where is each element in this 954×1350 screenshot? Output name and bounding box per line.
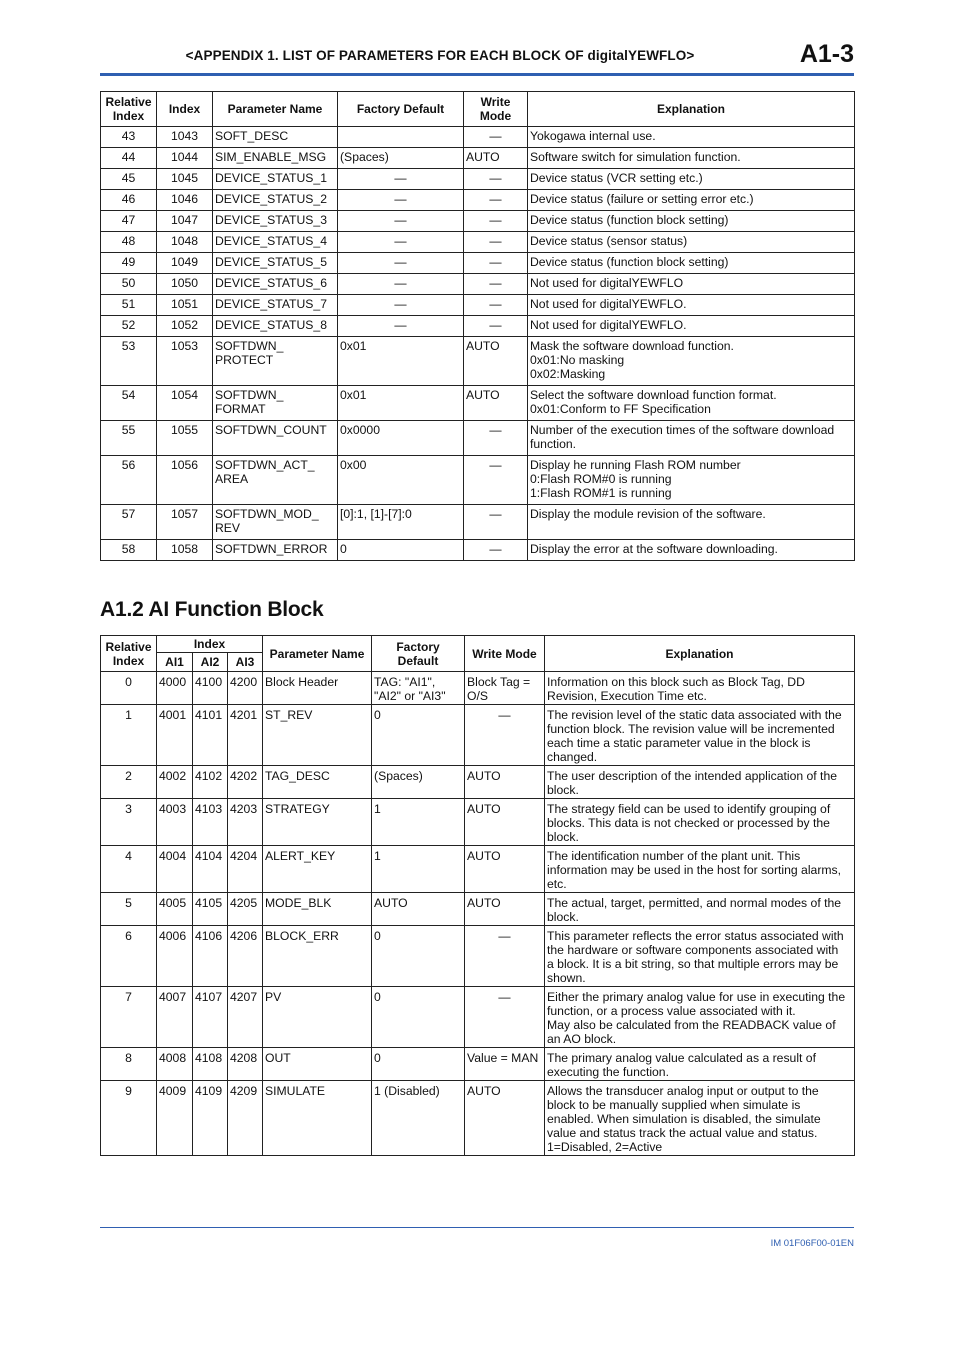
cell-index-ai2: 4102 xyxy=(193,766,228,799)
table-header-row xyxy=(101,92,855,127)
table-row xyxy=(101,799,855,846)
col-header-index: Index xyxy=(157,92,213,127)
cell-write-mode: AUTO xyxy=(464,148,528,169)
cell-index-ai2: 4108 xyxy=(193,1048,228,1081)
cell-write-mode: Value = MAN xyxy=(465,1048,545,1081)
cell-index-ai3: 4208 xyxy=(228,1048,263,1081)
cell-parameter-name: DEVICE_STATUS_2 xyxy=(213,190,338,211)
table-row xyxy=(101,211,855,232)
table-row xyxy=(101,505,855,540)
cell-explanation: Allows the transducer analog input or output to the block to be manually supplied when simulate is enabled. When simulation is disabled, the simulate value and status track the actual value and status. 1=Disabled, 2=Active xyxy=(545,1081,855,1156)
cell-index: 1047 xyxy=(157,211,213,232)
cell-index: 1050 xyxy=(157,274,213,295)
cell-parameter-name: ST_REV xyxy=(263,705,372,766)
cell-write-mode: AUTO xyxy=(464,386,528,421)
cell-factory-default: — xyxy=(338,295,464,316)
cell-write-mode: — xyxy=(465,926,545,987)
cell-factory-default: — xyxy=(338,253,464,274)
cell-parameter-name: SOFTDWN_MOD_ REV xyxy=(213,505,338,540)
cell-relative-index: 45 xyxy=(101,169,157,190)
cell-index-ai1: 4008 xyxy=(157,1048,193,1081)
cell-index: 1045 xyxy=(157,169,213,190)
cell-write-mode: AUTO xyxy=(465,766,545,799)
col-header-ai2: AI2 xyxy=(193,653,228,672)
cell-relative-index: 49 xyxy=(101,253,157,274)
cell-index: 1055 xyxy=(157,421,213,456)
table-row xyxy=(101,169,855,190)
cell-write-mode: AUTO xyxy=(465,799,545,846)
cell-write-mode: — xyxy=(464,540,528,561)
cell-relative-index: 46 xyxy=(101,190,157,211)
cell-explanation: Device status (sensor status) xyxy=(528,232,855,253)
col-header-parameter-name: Parameter Name xyxy=(213,92,338,127)
cell-factory-default: 0 xyxy=(372,705,465,766)
cell-factory-default: 1 xyxy=(372,799,465,846)
cell-parameter-name: SOFTDWN_ACT_ AREA xyxy=(213,456,338,505)
cell-index: 1057 xyxy=(157,505,213,540)
table-row xyxy=(101,705,855,766)
cell-explanation: Mask the software download function. 0x01:No masking 0x02:Masking xyxy=(528,337,855,386)
table-row xyxy=(101,295,855,316)
cell-index-ai2: 4104 xyxy=(193,846,228,893)
cell-explanation: Software switch for simulation function. xyxy=(528,148,855,169)
cell-explanation: Information on this block such as Block Tag, DD Revision, Execution Time etc. xyxy=(545,672,855,705)
col-header-write-mode: Write Mode xyxy=(464,92,528,127)
cell-factory-default: [0]:1, [1]-[7]:0 xyxy=(338,505,464,540)
cell-explanation: The primary analog value calculated as a result of executing the function. xyxy=(545,1048,855,1081)
cell-index-ai2: 4103 xyxy=(193,799,228,846)
cell-factory-default: — xyxy=(338,316,464,337)
ai-function-block-parameter-table xyxy=(100,635,855,1156)
cell-relative-index: 44 xyxy=(101,148,157,169)
cell-parameter-name: SIMULATE xyxy=(263,1081,372,1156)
cell-index: 1048 xyxy=(157,232,213,253)
table-row xyxy=(101,253,855,274)
cell-factory-default xyxy=(338,127,464,148)
table-row xyxy=(101,232,855,253)
cell-factory-default: (Spaces) xyxy=(338,148,464,169)
col-header-explanation: Explanation xyxy=(545,636,855,672)
table-row xyxy=(101,274,855,295)
table-row xyxy=(101,846,855,893)
cell-factory-default: 0 xyxy=(372,987,465,1048)
cell-parameter-name: DEVICE_STATUS_7 xyxy=(213,295,338,316)
cell-index-ai1: 4005 xyxy=(157,893,193,926)
table-row xyxy=(101,316,855,337)
cell-index: 1054 xyxy=(157,386,213,421)
cell-explanation: The identification number of the plant unit. This information may be used in the host for sorting alarms, etc. xyxy=(545,846,855,893)
cell-factory-default: 0x00 xyxy=(338,456,464,505)
table-row xyxy=(101,456,855,505)
cell-write-mode: — xyxy=(465,705,545,766)
cell-explanation: Not used for digitalYEWFLO xyxy=(528,274,855,295)
cell-explanation: The revision level of the static data associated with the function block. The revision value will be incremented each time a static parameter value in the block is changed. xyxy=(545,705,855,766)
cell-factory-default: 0x01 xyxy=(338,337,464,386)
cell-parameter-name: SOFTDWN_ERROR xyxy=(213,540,338,561)
cell-factory-default: 0 xyxy=(338,540,464,561)
cell-relative-index: 3 xyxy=(101,799,157,846)
cell-index-ai2: 4105 xyxy=(193,893,228,926)
document-id: IM 01F06F00-01EN xyxy=(770,1238,854,1249)
cell-explanation: The actual, target, permitted, and normal modes of the block. xyxy=(545,893,855,926)
col-header-ai3: AI3 xyxy=(228,653,263,672)
cell-write-mode: AUTO xyxy=(464,337,528,386)
cell-parameter-name: BLOCK_ERR xyxy=(263,926,372,987)
cell-index-ai1: 4003 xyxy=(157,799,193,846)
cell-factory-default: TAG: "AI1", "AI2" or "AI3" xyxy=(372,672,465,705)
cell-factory-default: 0 xyxy=(372,926,465,987)
cell-explanation: Not used for digitalYEWFLO. xyxy=(528,316,855,337)
cell-factory-default: (Spaces) xyxy=(372,766,465,799)
table-row xyxy=(101,421,855,456)
table-row xyxy=(101,893,855,926)
cell-index-ai2: 4100 xyxy=(193,672,228,705)
cell-write-mode: AUTO xyxy=(465,1081,545,1156)
cell-write-mode: — xyxy=(464,169,528,190)
cell-relative-index: 58 xyxy=(101,540,157,561)
cell-relative-index: 2 xyxy=(101,766,157,799)
cell-index-ai3: 4209 xyxy=(228,1081,263,1156)
col-header-factory-default: Factory Default xyxy=(372,636,465,672)
cell-index: 1058 xyxy=(157,540,213,561)
cell-index-ai2: 4109 xyxy=(193,1081,228,1156)
cell-explanation: Not used for digitalYEWFLO. xyxy=(528,295,855,316)
cell-factory-default: — xyxy=(338,211,464,232)
cell-write-mode: — xyxy=(464,190,528,211)
cell-relative-index: 9 xyxy=(101,1081,157,1156)
cell-index-ai1: 4007 xyxy=(157,987,193,1048)
cell-relative-index: 7 xyxy=(101,987,157,1048)
cell-factory-default: AUTO xyxy=(372,893,465,926)
cell-factory-default: — xyxy=(338,232,464,253)
col-header-explanation: Explanation xyxy=(528,92,855,127)
cell-index-ai3: 4206 xyxy=(228,926,263,987)
cell-index-ai3: 4202 xyxy=(228,766,263,799)
cell-relative-index: 55 xyxy=(101,421,157,456)
cell-relative-index: 8 xyxy=(101,1048,157,1081)
appendix-header-title: <APPENDIX 1. LIST OF PARAMETERS FOR EACH BLOCK OF digitalYEWFLO> xyxy=(185,48,695,63)
cell-explanation: Display the module revision of the software. xyxy=(528,505,855,540)
cell-index: 1043 xyxy=(157,127,213,148)
cell-explanation: This parameter reflects the error status associated with the hardware or software components associated with a block. It is a bit string, so that multiple errors may be shown. xyxy=(545,926,855,987)
cell-index-ai3: 4205 xyxy=(228,893,263,926)
cell-index: 1046 xyxy=(157,190,213,211)
cell-parameter-name: DEVICE_STATUS_8 xyxy=(213,316,338,337)
cell-index-ai3: 4200 xyxy=(228,672,263,705)
page-number: A1-3 xyxy=(799,40,854,68)
cell-relative-index: 43 xyxy=(101,127,157,148)
cell-explanation: Device status (VCR setting etc.) xyxy=(528,169,855,190)
col-header-relative-index: Relative Index xyxy=(101,92,157,127)
cell-index-ai3: 4204 xyxy=(228,846,263,893)
cell-relative-index: 6 xyxy=(101,926,157,987)
col-header-parameter-name: Parameter Name xyxy=(263,636,372,672)
cell-write-mode: — xyxy=(464,295,528,316)
cell-write-mode: — xyxy=(465,987,545,1048)
cell-relative-index: 57 xyxy=(101,505,157,540)
table-row xyxy=(101,1081,855,1156)
cell-parameter-name: SIM_ENABLE_MSG xyxy=(213,148,338,169)
cell-explanation: The strategy field can be used to identify grouping of blocks. This data is not checked or processed by the block. xyxy=(545,799,855,846)
cell-explanation: Either the primary analog value for use in executing the function, or a process value associated with it. May also be calculated from the READBACK value of an AO block. xyxy=(545,987,855,1048)
cell-explanation: The user description of the intended application of the block. xyxy=(545,766,855,799)
col-header-write-mode: Write Mode xyxy=(465,636,545,672)
cell-index-ai1: 4000 xyxy=(157,672,193,705)
cell-explanation: Number of the execution times of the software download function. xyxy=(528,421,855,456)
col-header-factory-default: Factory Default xyxy=(338,92,464,127)
cell-index-ai2: 4106 xyxy=(193,926,228,987)
cell-relative-index: 0 xyxy=(101,672,157,705)
cell-relative-index: 54 xyxy=(101,386,157,421)
cell-parameter-name: OUT xyxy=(263,1048,372,1081)
cell-relative-index: 1 xyxy=(101,705,157,766)
table-row xyxy=(101,386,855,421)
col-header-relative-index: Relative Index xyxy=(101,636,157,672)
cell-index-ai1: 4001 xyxy=(157,705,193,766)
cell-parameter-name: DEVICE_STATUS_3 xyxy=(213,211,338,232)
cell-factory-default: 1 (Disabled) xyxy=(372,1081,465,1156)
cell-parameter-name: DEVICE_STATUS_5 xyxy=(213,253,338,274)
cell-write-mode: — xyxy=(464,456,528,505)
table-row xyxy=(101,987,855,1048)
cell-parameter-name: DEVICE_STATUS_1 xyxy=(213,169,338,190)
cell-write-mode: — xyxy=(464,232,528,253)
cell-explanation: Yokogawa internal use. xyxy=(528,127,855,148)
cell-factory-default: 1 xyxy=(372,846,465,893)
resource-block-parameter-table xyxy=(100,91,855,561)
table-row xyxy=(101,148,855,169)
cell-relative-index: 5 xyxy=(101,893,157,926)
cell-explanation: Display the error at the software downloading. xyxy=(528,540,855,561)
table-row xyxy=(101,1048,855,1081)
cell-relative-index: 52 xyxy=(101,316,157,337)
table-row xyxy=(101,672,855,705)
cell-parameter-name: STRATEGY xyxy=(263,799,372,846)
table-row xyxy=(101,337,855,386)
table-row xyxy=(101,127,855,148)
cell-write-mode: AUTO xyxy=(465,893,545,926)
cell-write-mode: — xyxy=(464,316,528,337)
cell-index-ai3: 4207 xyxy=(228,987,263,1048)
cell-write-mode: AUTO xyxy=(465,846,545,893)
cell-write-mode: — xyxy=(464,505,528,540)
cell-factory-default: 0 xyxy=(372,1048,465,1081)
cell-index: 1052 xyxy=(157,316,213,337)
cell-index: 1049 xyxy=(157,253,213,274)
cell-relative-index: 53 xyxy=(101,337,157,386)
cell-index: 1044 xyxy=(157,148,213,169)
cell-factory-default: — xyxy=(338,190,464,211)
cell-write-mode: Block Tag = O/S xyxy=(465,672,545,705)
cell-index-ai2: 4101 xyxy=(193,705,228,766)
cell-index-ai2: 4107 xyxy=(193,987,228,1048)
cell-factory-default: 0x01 xyxy=(338,386,464,421)
cell-explanation: Display he running Flash ROM number 0:Flash ROM#0 is running 1:Flash ROM#1 is running xyxy=(528,456,855,505)
header-rule xyxy=(100,73,854,76)
cell-parameter-name: DEVICE_STATUS_6 xyxy=(213,274,338,295)
cell-relative-index: 51 xyxy=(101,295,157,316)
table-row xyxy=(101,540,855,561)
cell-factory-default: — xyxy=(338,274,464,295)
cell-parameter-name: ALERT_KEY xyxy=(263,846,372,893)
cell-index-ai1: 4009 xyxy=(157,1081,193,1156)
cell-explanation: Select the software download function format. 0x01:Conform to FF Specification xyxy=(528,386,855,421)
cell-factory-default: 0x0000 xyxy=(338,421,464,456)
cell-parameter-name: TAG_DESC xyxy=(263,766,372,799)
cell-parameter-name: MODE_BLK xyxy=(263,893,372,926)
cell-relative-index: 56 xyxy=(101,456,157,505)
cell-index-ai3: 4203 xyxy=(228,799,263,846)
table-row xyxy=(101,926,855,987)
cell-index: 1056 xyxy=(157,456,213,505)
section-title: A1.2 AI Function Block xyxy=(100,598,324,621)
cell-parameter-name: SOFTDWN_COUNT xyxy=(213,421,338,456)
cell-index-ai1: 4006 xyxy=(157,926,193,987)
table-row xyxy=(101,766,855,799)
cell-index: 1051 xyxy=(157,295,213,316)
cell-write-mode: — xyxy=(464,127,528,148)
cell-relative-index: 4 xyxy=(101,846,157,893)
cell-factory-default: — xyxy=(338,169,464,190)
col-header-index: Index xyxy=(157,636,263,653)
cell-write-mode: — xyxy=(464,211,528,232)
cell-relative-index: 47 xyxy=(101,211,157,232)
cell-index-ai1: 4004 xyxy=(157,846,193,893)
cell-relative-index: 50 xyxy=(101,274,157,295)
cell-relative-index: 48 xyxy=(101,232,157,253)
cell-index: 1053 xyxy=(157,337,213,386)
cell-parameter-name: SOFTDWN_ FORMAT xyxy=(213,386,338,421)
cell-write-mode: — xyxy=(464,421,528,456)
footer-rule xyxy=(100,1227,854,1228)
cell-write-mode: — xyxy=(464,274,528,295)
cell-explanation: Device status (function block setting) xyxy=(528,253,855,274)
col-header-ai1: AI1 xyxy=(157,653,193,672)
cell-index-ai3: 4201 xyxy=(228,705,263,766)
cell-parameter-name: DEVICE_STATUS_4 xyxy=(213,232,338,253)
cell-explanation: Device status (function block setting) xyxy=(528,211,855,232)
cell-parameter-name: Block Header xyxy=(263,672,372,705)
cell-parameter-name: SOFT_DESC xyxy=(213,127,338,148)
table-row xyxy=(101,190,855,211)
cell-write-mode: — xyxy=(464,253,528,274)
cell-explanation: Device status (failure or setting error etc.) xyxy=(528,190,855,211)
cell-parameter-name: PV xyxy=(263,987,372,1048)
table-header-row xyxy=(101,636,855,653)
cell-parameter-name: SOFTDWN_ PROTECT xyxy=(213,337,338,386)
cell-index-ai1: 4002 xyxy=(157,766,193,799)
